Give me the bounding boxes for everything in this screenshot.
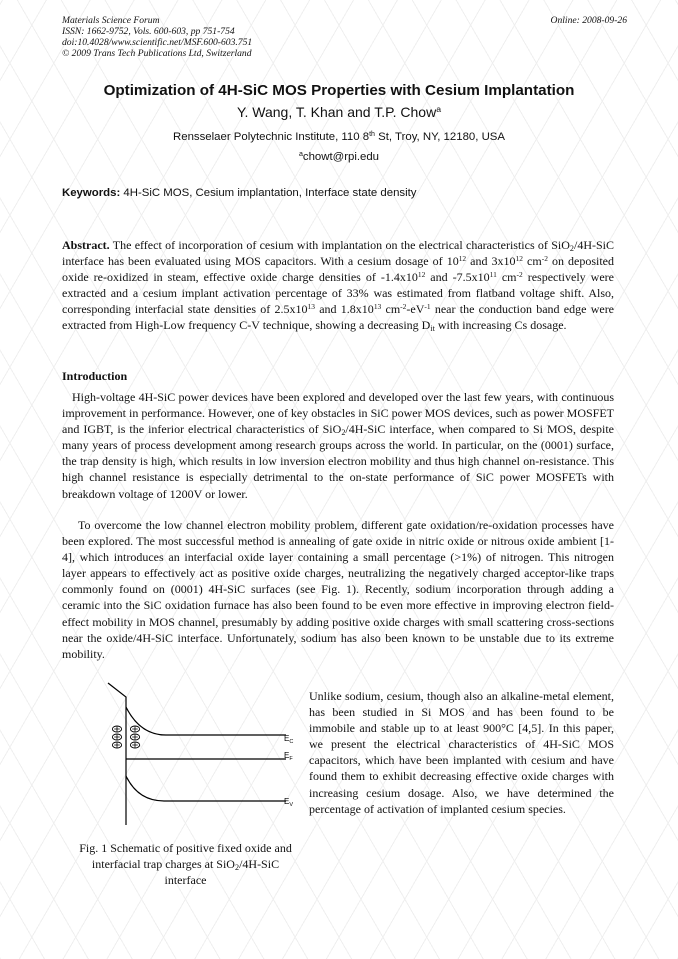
abstract-text: with increasing Cs dosage. (434, 318, 567, 333)
affiliation-post: St, Troy, NY, 12180, USA (374, 131, 505, 143)
abstract-sup: 12 (458, 254, 467, 264)
section-heading-introduction: Introduction (62, 369, 128, 383)
conduction-band-curve (126, 707, 286, 735)
ev-label: $E_V$ (284, 797, 294, 808)
caption-text: Fig. 1 Schematic of positive fixed oxide and interfacial trap charges at SiO (79, 841, 292, 872)
ec-label: $E_C$ (284, 734, 294, 745)
paragraph-sub: 2 (341, 428, 346, 438)
abstract-text: respectively were extracted and a cesium implant activation percentage of 33% was estimated from flatband voltage shift. Also, corresponding interfacial state densities of 2.5x10 (62, 270, 614, 317)
valence-band-curve (126, 776, 286, 801)
affiliation-sup: th (369, 131, 375, 139)
abstract-label: Abstract. (62, 238, 110, 252)
abstract-sub: it (430, 324, 435, 334)
email-line (0, 151, 678, 163)
abstract-sup: 11 (489, 270, 497, 280)
journal-header (62, 15, 252, 59)
figure-caption (78, 840, 293, 888)
abstract-sup: -2 (541, 254, 548, 264)
email-address[interactable]: chowt@rpi.edu (302, 151, 380, 163)
abstract-sup: -2 (400, 302, 407, 312)
abstract-text: and 1.8x10 (314, 302, 374, 317)
abstract-sup: 12 (417, 270, 426, 280)
author-list (0, 104, 678, 120)
paragraph-text: High-voltage 4H-SiC power devices have been explored and developed over the last few years, with continuous improvement in performance. However, one of key obstacles in SiC power MOS devices, such as power MOSFET and IGBT, is the inferior electrical characteristics of SiO (62, 390, 614, 437)
copyright-line: © 2009 Trans Tech Publications Ltd, Switzerland (62, 48, 252, 59)
ef-label: $E_F$ (284, 751, 293, 762)
abstract-text: on deposited oxide re-oxidized in steam, effective oxide charge densities of -1.4x10 (62, 254, 615, 285)
intro-paragraph-2: To overcome the low channel electron mobility problem, different gate oxidation/re-oxidation processes have been explored. The most successful method is annealing of gate oxide in nitric oxide or nitrous oxide ambient [1-4], which introduces an interfacial oxide layer containing a small percentage (>1%) of nitrogen. This nitrogen layer appears to effectively act as positive oxide charges, neutralizing the negatively charged acceptor-like traps commonly found on (0001) 4H-SiC surfaces (see Fig. 1). Recently, sodium incorporation through adding a ceramic into the SiC oxidation furnace has also been found to be even more effective in improving electron field-effect mobility in MOS channel, presumably by adding positive oxide charges with small scattering cross-sections near the oxide/4H-SiC interface. Unfortunately, sodium has also been known to be unstable due to its extreme mobility. (62, 518, 614, 661)
author-names: Y. Wang, T. Khan and T.P. Chow (236, 104, 437, 120)
keywords (62, 187, 417, 199)
author-mark: a (436, 104, 442, 115)
issn-line: ISSN: 1662-9752, Vols. 600-603, pp 751-754 (62, 26, 235, 37)
paper-title: Optimization of 4H-SiC MOS Properties with Cesium Implantation (103, 82, 575, 99)
abstract-sup: 12 (515, 254, 523, 264)
abstract-sup: 13 (373, 302, 382, 312)
abstract-text: and 3x10 (466, 254, 516, 269)
keywords-label: Keywords: (62, 187, 121, 199)
abstract-text: cm (381, 302, 401, 317)
abstract-sup: -1 (424, 302, 431, 312)
band-diagram-figure (106, 681, 302, 825)
abstract-text: cm (523, 254, 542, 269)
intro-paragraph-1 (62, 389, 614, 502)
abstract-text: cm (496, 270, 517, 285)
intro-paragraph-3: Unlike sodium, cesium, though also an alkaline-metal element, has been studied in Si MOS and has been found to be immobile and stable up to at least 900°C [4,5]. In this paper, we present the electrical characteristics of 4H-SiC MOS capacitors, which have been implanted with cesium and have found them to exhibit decreasing effective oxide charges with increasing cesium dosage. Also, we have determined the percentage of activation of implanted cesium species. (309, 689, 614, 816)
online-date: Online: 2008-09-26 (550, 15, 627, 26)
abstract-sub: 2 (569, 244, 574, 254)
affiliation-pre: Rensselaer Polytechnic Institute, 110 8 (173, 131, 370, 143)
doi-line[interactable]: doi:10.4028/www.scientific.net/MSF.600-603.751 (62, 37, 253, 48)
caption-sub: 2 (234, 863, 240, 873)
abstract-text: and -7.5x10 (425, 270, 490, 285)
abstract-text: -eV (406, 302, 425, 317)
oxide-interface-line (108, 683, 126, 825)
abstract-sup: 13 (307, 302, 315, 312)
paragraph-text: /4H-SiC interface, when compared to Si MOS, despite many years of process development among research groups across the world. In particular, on the (0001) surface, the trap density is high, which results in low inversion electron mobility and thus high channel on-resistance. This high channel resistance is especially detrimental to the on-state performance of SiC power MOSFETs with breakdown voltage of 1200V or lower. (62, 422, 614, 501)
journal-name: Materials Science Forum (62, 15, 160, 26)
keywords-text: 4H-SiC MOS, Cesium implantation, Interface state density (120, 187, 417, 199)
abstract (62, 237, 614, 334)
abstract-text: The effect of incorporation of cesium with implantation on the electrical characteristics of SiO (109, 238, 570, 252)
caption-text: /4H-SiC interface (164, 857, 280, 888)
abstract-text: /4H-SiC interface has been evaluated using MOS capacitors. With a cesium dosage of 10 (62, 238, 614, 269)
affiliation (0, 131, 678, 143)
abstract-text: near the conduction band edge were extracted from High-Low frequency C-V technique, showing a decreasing D (62, 302, 615, 333)
email-mark: a (298, 151, 303, 159)
abstract-sup: -2 (516, 270, 523, 280)
